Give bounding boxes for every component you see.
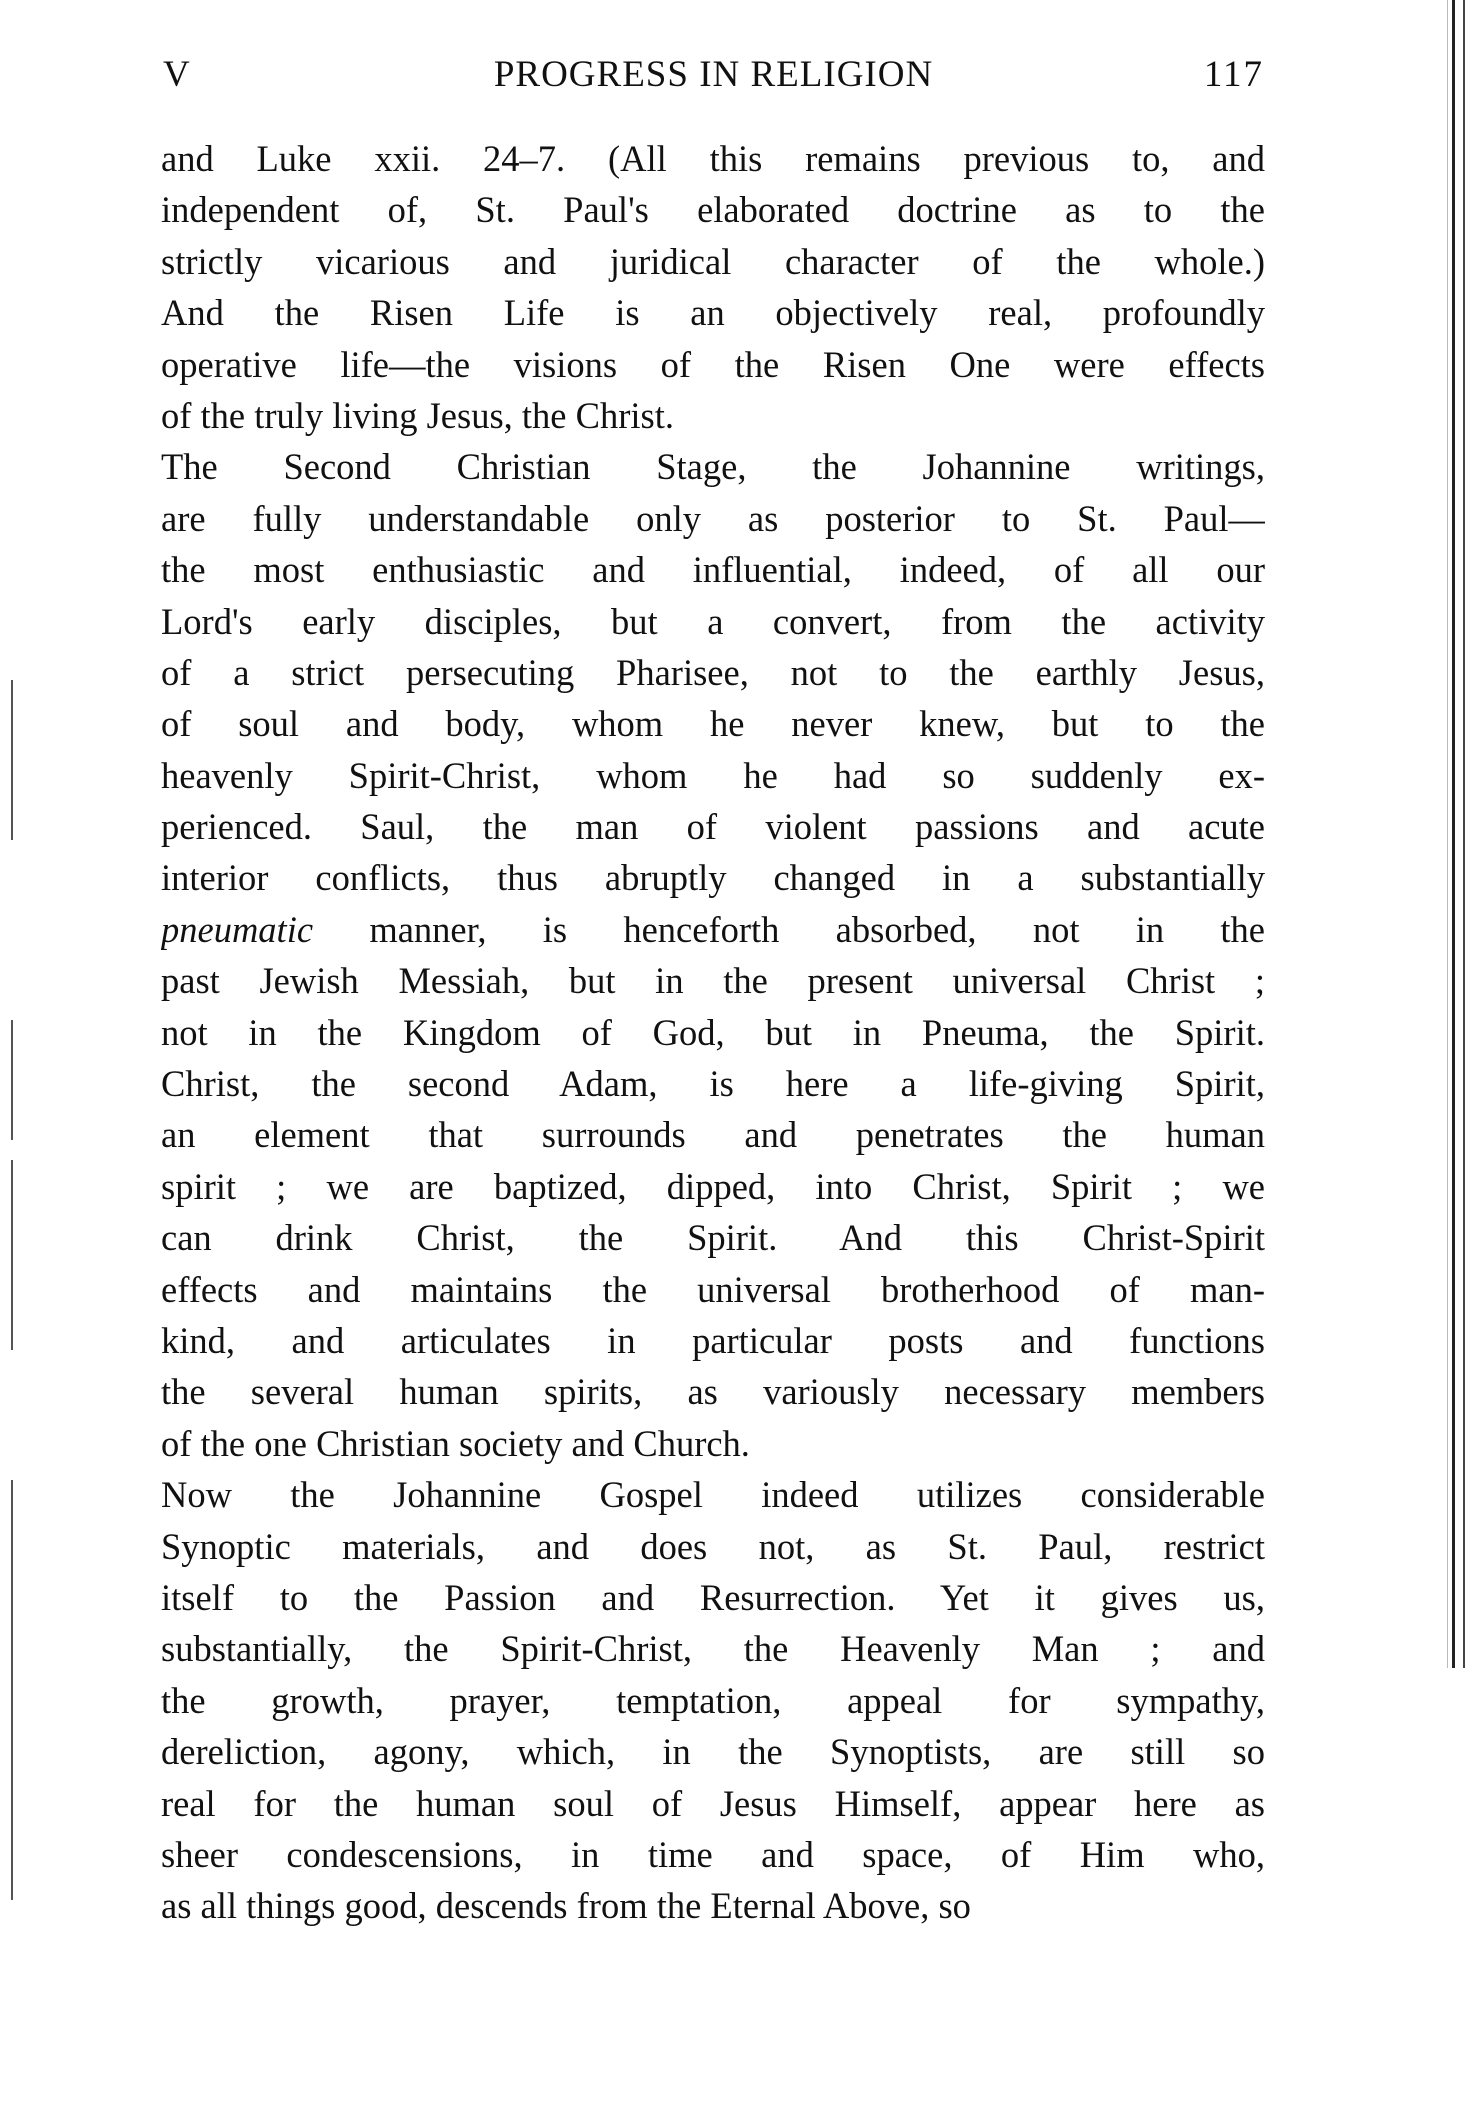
text-line	[161, 1418, 1265, 1469]
text-line	[161, 441, 1265, 492]
text-line	[161, 1058, 1265, 1109]
text-line-content: Now the Johannine Gospel indeed utilizes considerable	[161, 1474, 1265, 1516]
scan-margin-mark	[11, 1160, 13, 1350]
text-line	[161, 801, 1265, 852]
text-line	[161, 1778, 1265, 1829]
text-line-content: not in the Kingdom of God, but in Pneuma, the Spirit.	[161, 1011, 1265, 1053]
text-line	[161, 133, 1265, 184]
text-line-content: And the Risen Life is an objectively real, profoundly	[161, 292, 1265, 334]
scan-binding-edge	[1452, 0, 1465, 1668]
text-line	[161, 1623, 1265, 1674]
scan-margin-mark	[11, 680, 13, 840]
text-line-content: Christ, the second Adam, is here a life-giving Spirit,	[161, 1063, 1265, 1105]
text-line-content: the most enthusiastic and influential, indeed, of all our	[161, 549, 1265, 591]
text-line	[161, 750, 1265, 801]
text-line-content: The Second Christian Stage, the Johannine writings,	[161, 446, 1265, 488]
running-title: PROGRESS IN RELIGION	[493, 54, 934, 95]
text-line	[161, 698, 1265, 749]
text-line	[161, 339, 1265, 390]
text-line-content: dereliction, agony, which, in the Synoptists, are still so	[161, 1731, 1265, 1773]
text-line-content: of soul and body, whom he never knew, but to the	[161, 703, 1265, 745]
text-line	[161, 1366, 1265, 1417]
running-header	[163, 50, 1264, 100]
text-line	[161, 1880, 1265, 1931]
text-line-content: of the one Christian society and Church.	[161, 1422, 750, 1464]
text-line	[161, 955, 1265, 1006]
text-line-content: interior conflicts, thus abruptly changed in a substantially	[161, 857, 1265, 899]
scan-margin-mark	[11, 1480, 13, 1900]
text-line-content: kind, and articulates in particular posts and functions	[161, 1319, 1265, 1361]
text-line	[161, 1469, 1265, 1520]
text-line-content: substantially, the Spirit-Christ, the Heavenly Man ; and	[161, 1628, 1265, 1670]
chapter-number: V	[163, 54, 190, 95]
text-line	[161, 1109, 1265, 1160]
page-number: 117	[1203, 54, 1264, 95]
text-line-content: an element that surrounds and penetrates the human	[161, 1114, 1265, 1156]
text-line-content: perienced. Saul, the man of violent passions and acute	[161, 806, 1265, 848]
text-line-content: strictly vicarious and juridical character of the whole.)	[161, 240, 1265, 282]
italic-word: pneumatic	[161, 908, 314, 950]
text-line-content: manner, is henceforth absorbed, not in the	[369, 908, 1265, 950]
text-line-content: operative life—the visions of the Risen One were effects	[161, 343, 1265, 385]
text-line-content: and Luke xxii. 24–7. (All this remains previous to, and	[161, 138, 1265, 179]
text-line-content: effects and maintains the universal brotherhood of man-	[161, 1268, 1265, 1310]
text-line	[161, 1675, 1265, 1726]
text-line	[161, 904, 1265, 955]
text-line-content: real for the human soul of Jesus Himself, appear here as	[161, 1782, 1265, 1824]
text-line	[161, 236, 1265, 287]
text-line-content: spirit ; we are baptized, dipped, into Christ, Spirit ; we	[161, 1165, 1265, 1207]
text-line-content: sheer condescensions, in time and space, of Him who,	[161, 1833, 1265, 1875]
text-line-content: independent of, St. Paul's elaborated doctrine as to the	[161, 189, 1265, 231]
text-line-content: Lord's early disciples, but a convert, from the activity	[161, 600, 1265, 642]
text-line	[161, 493, 1265, 544]
text-line-content: of the truly living Jesus, the Christ.	[161, 394, 674, 436]
text-line	[161, 647, 1265, 698]
text-line-content: Synoptic materials, and does not, as St. Paul, restrict	[161, 1525, 1265, 1567]
text-line	[161, 1161, 1265, 1212]
text-line-content: of a strict persecuting Pharisee, not to the earthly Jesus,	[161, 651, 1265, 693]
text-line	[161, 184, 1265, 235]
text-line	[161, 1315, 1265, 1366]
text-line-content: itself to the Passion and Resurrection. Yet it gives us,	[161, 1576, 1265, 1618]
text-line	[161, 596, 1265, 647]
text-line	[161, 287, 1265, 338]
text-line-content: heavenly Spirit-Christ, whom he had so suddenly ex-	[161, 754, 1265, 796]
text-line-content: the growth, prayer, temptation, appeal for sympathy,	[161, 1679, 1265, 1721]
scan-margin-mark	[11, 1020, 13, 1140]
text-line	[161, 1212, 1265, 1263]
text-line-content: are fully understandable only as posterior to St. Paul—	[161, 497, 1265, 539]
scan-edge-shadow	[1447, 0, 1448, 1668]
text-line	[161, 1572, 1265, 1623]
text-line	[161, 1829, 1265, 1880]
text-line	[161, 1007, 1265, 1058]
text-line	[161, 1726, 1265, 1777]
page-body-text	[161, 133, 1265, 1932]
text-line	[161, 544, 1265, 595]
text-line	[161, 1521, 1265, 1572]
text-line	[161, 390, 1265, 441]
text-line-content: the several human spirits, as variously necessary members	[161, 1371, 1265, 1413]
text-line-content: can drink Christ, the Spirit. And this Christ-Spirit	[161, 1217, 1265, 1259]
text-line-content: as all things good, descends from the Eternal Above, so	[161, 1885, 971, 1927]
text-line-content: past Jewish Messiah, but in the present universal Christ ;	[161, 960, 1265, 1002]
text-line	[161, 852, 1265, 903]
text-line	[161, 1264, 1265, 1315]
